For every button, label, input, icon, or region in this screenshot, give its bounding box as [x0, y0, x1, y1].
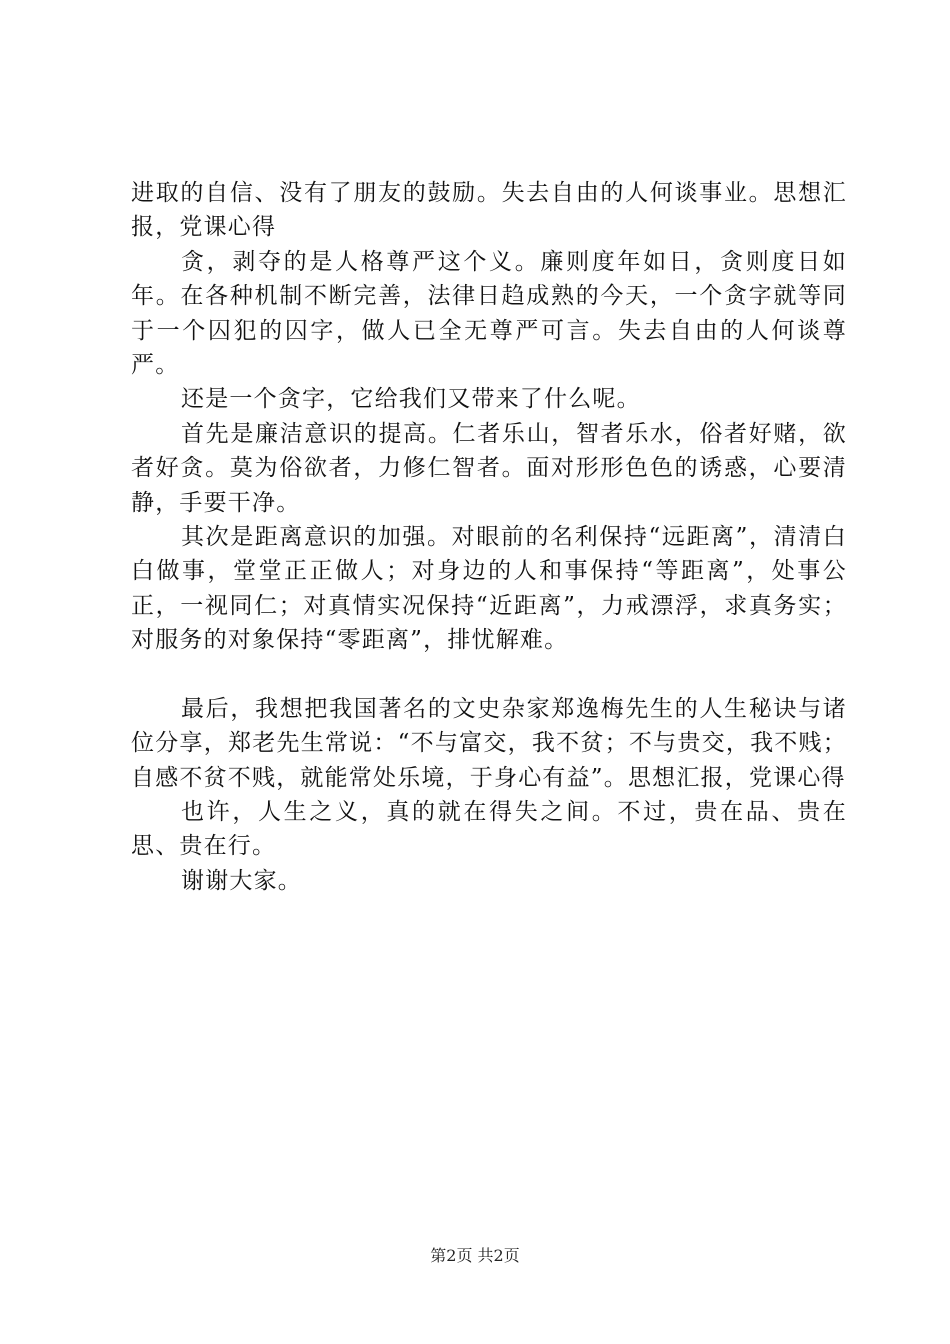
paragraph-4: 首先是廉洁意识的提高。仁者乐山，智者乐水，俗者好赌，欲者好贪。莫为俗欲者，力修仁智者。面对形形色色的诱惑，心要清静，手要干净。	[131, 420, 847, 516]
document-body	[131, 176, 847, 898]
paragraph-1: 进取的自信、没有了朋友的鼓励。失去自由的人何谈事业。思想汇报，党课心得	[131, 180, 847, 241]
paragraph-spacer	[131, 658, 847, 692]
paragraph-3: 还是一个贪字，它给我们又带来了什么呢。	[181, 386, 641, 413]
paragraph-6: 最后，我想把我国著名的文史杂家郑逸梅先生的人生秘诀与诸位分享，郑老先生常说：“不与富交，我不贫；不与贵交，我不贱；自感不贫不贱，就能常处乐境，于身心有益”。思想汇报，党课心得	[131, 695, 847, 791]
page-number-footer: 第2页 共2页	[430, 1246, 520, 1265]
paragraph-2: 贪，剥夺的是人格尊严这个义。廉则度年如日，贪则度日如年。在各种机制不断完善，法律日趋成熟的今天，一个贪字就等同于一个囚犯的囚字，做人已全无尊严可言。失去自由的人何谈尊严。	[131, 248, 847, 379]
paragraph-5: 其次是距离意识的加强。对眼前的名利保持“远距离”，清清白白做事，堂堂正正做人；对身边的人和事保持“等距离”，处事公正，一视同仁；对真情实况保持“近距离”，力戒漂浮，求真务实；对服务的对象保持“零距离”，排忧解难。	[131, 524, 847, 654]
paragraph-8: 谢谢大家。	[181, 867, 302, 894]
paragraph-7: 也许，人生之义，真的就在得失之间。不过，贵在品、贵在思、贵在行。	[131, 798, 847, 860]
